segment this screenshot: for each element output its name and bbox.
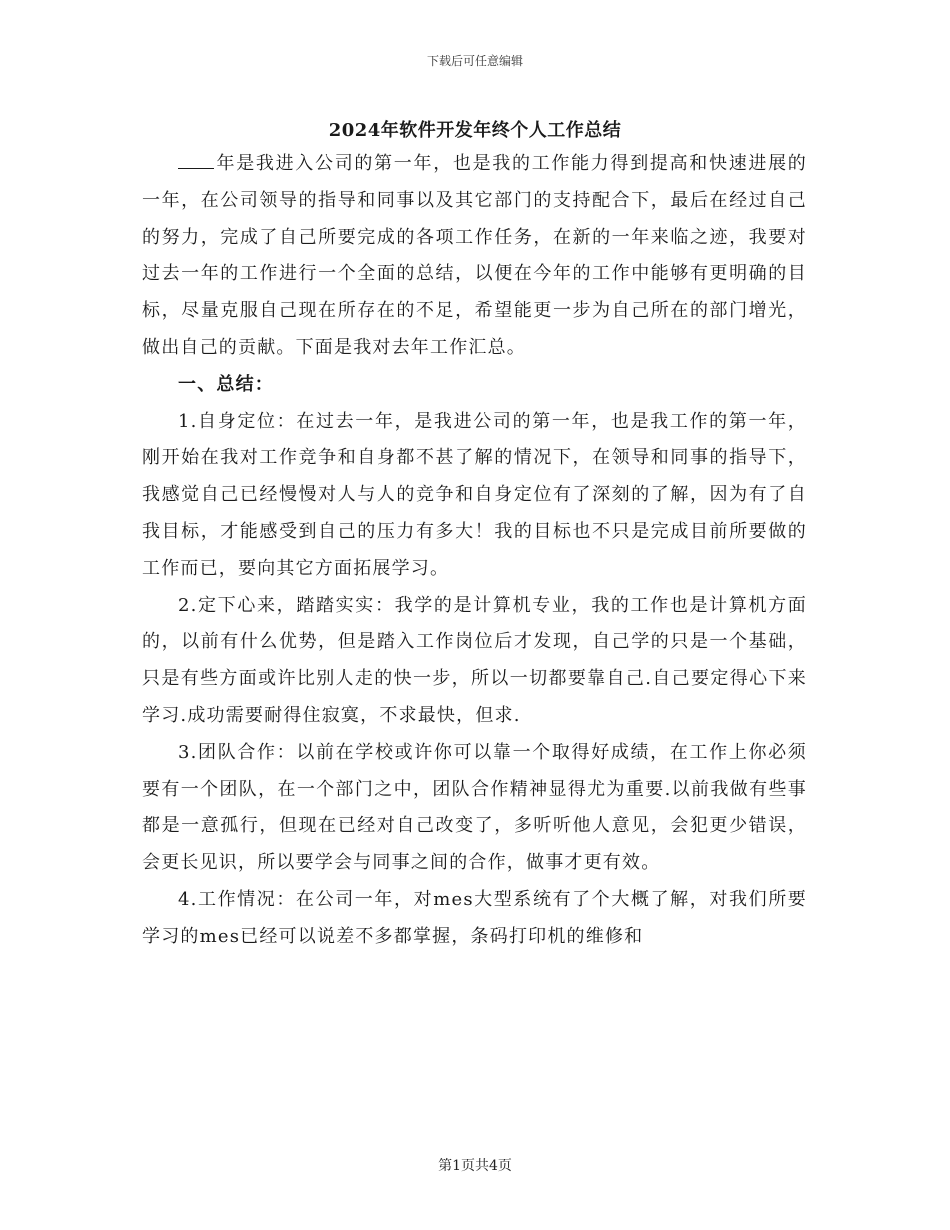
paragraph-work-status: 4.工作情况：在公司一年，对mes大型系统有了个大概了解，对我们所要学习的mes已经可以说差不多都掌握，条码打印机的维修和 xyxy=(142,888,807,947)
page-number: 第1页共4页 xyxy=(438,1158,512,1174)
intro-paragraph xyxy=(142,146,807,367)
document-body xyxy=(142,146,807,956)
page-header-note: 下载后可任意编辑 xyxy=(426,54,523,68)
document-title: 2024年软件开发年终个人工作总结 xyxy=(328,120,622,141)
intro-paragraph-text: 年是我进入公司的第一年，也是我的工作能力得到提高和快速进展的一年，在公司领导的指导和同事以及其它部门的支持配合下，最后在经过自己的努力，完成了自己所要完成的各项工作任务，在新的一年来临之迹，我要对过去一年的工作进行一个全面的总结，以便在今年的工作中能够有更明确的目标，尽量克服自己现在所存在的不足，希望能更一步为自己所在的部门增光，做出自己的贡献。下面是我对去年工作汇总。 xyxy=(142,153,807,358)
year-blank xyxy=(178,150,214,169)
section-heading-summary: 一、总结： xyxy=(178,373,274,395)
paragraph-teamwork: 3.团队合作：以前在学校或许你可以靠一个取得好成绩，在工作上你必须要有一个团队，在一个部门之中，团队合作精神显得尤为重要.以前我做有些事都是一意孤行，但现在已经对自己改变了，多听听他人意见，会犯更少错误，会更长见识，所以要学会与同事之间的合作，做事才更有效。 xyxy=(142,741,807,874)
paragraph-self-positioning: 1.自身定位：在过去一年，是我进公司的第一年，也是我工作的第一年，刚开始在我对工作竞争和自身都不甚了解的情况下，在领导和同事的指导下，我感觉自己已经慢慢对人与人的竞争和自身定位有了深刻的了解，因为有了自我目标，才能感受到自己的压力有多大！我的目标也不只是完成目前所要做的工作而已，要向其它方面拓展学习。 xyxy=(142,410,807,579)
paragraph-settle-down: 2.定下心来，踏踏实实：我学的是计算机专业，我的工作也是计算机方面的，以前有什么优势，但是踏入工作岗位后才发现，自己学的只是一个基础，只是有些方面或许比别人走的快一步，所以一切都要靠自己.自己要定得心下来学习.成功需要耐得住寂寞，不求最快，但求. xyxy=(142,594,807,726)
